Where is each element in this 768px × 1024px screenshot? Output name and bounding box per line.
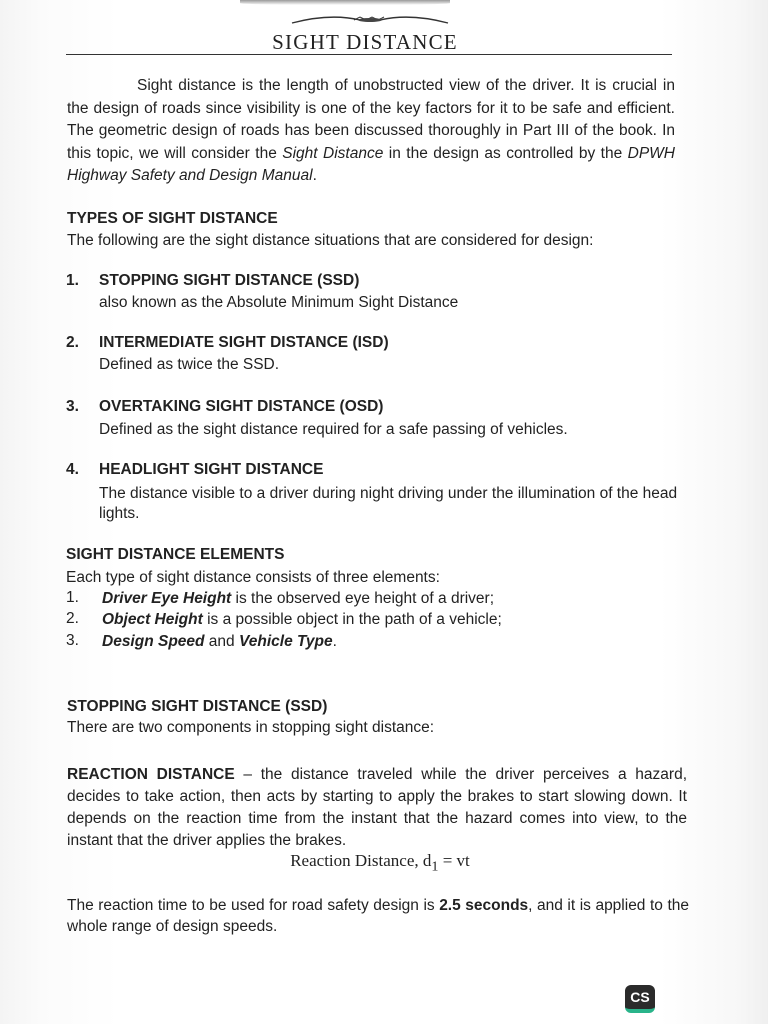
reaction-distance-formula: Reaction Distance, $d_1$ = vt [290, 851, 470, 875]
type-2-description: Defined as twice the SSD. [99, 356, 280, 373]
type-3-number: 3. [66, 398, 79, 415]
page-title: SIGHT DISTANCE [272, 30, 458, 54]
type-1-number: 1. [66, 272, 79, 289]
type-2-title: INTERMEDIATE SIGHT DISTANCE (ISD) [99, 334, 389, 351]
intro-paragraph: Sight distance is the length of unobstructed view of the driver. It is crucial in the design of roads since visibility is one of the key factors for it to be safe and efficient. The geometric design of roads has been discussed thoroughly in Part III of the book. In this topic, we will consider the Sight Distance in the design as controlled by the DPWH Highway Safety and Design Manual. [67, 77, 675, 184]
element-2-number: 2. [66, 610, 79, 627]
type-4-description: The distance visible to a driver during night driving under the illumination of the head lights. [99, 485, 678, 522]
type-4-number: 4. [66, 461, 79, 478]
element-3-number: 3. [66, 632, 79, 649]
type-1-description: also known as the Absolute Minimum Sight Distance [99, 294, 459, 311]
ssd-heading: STOPPING SIGHT DISTANCE (SSD) [67, 698, 328, 715]
binding-shadow [240, 0, 450, 5]
reaction-time-paragraph: The reaction time to be used for road safety design is 2.5 seconds, and it is applied to the whole range of design speeds. [67, 897, 689, 935]
types-lead: The following are the sight distance situations that are considered for design: [67, 232, 594, 249]
elements-lead: Each type of sight distance consists of three elements: [66, 569, 440, 586]
element-3-text: Design Speed and Vehicle Type. [102, 633, 337, 650]
element-2-text: Object Height is a possible object in the path of a vehicle; [102, 611, 502, 628]
element-1-number: 1. [66, 589, 79, 606]
camscanner-logo: CS [625, 985, 655, 1013]
title-rule [66, 54, 672, 55]
type-1-title: STOPPING SIGHT DISTANCE (SSD) [99, 272, 360, 289]
ssd-lead: There are two components in stopping sight distance: [67, 719, 435, 736]
type-2-number: 2. [66, 334, 79, 351]
header-ornament [290, 11, 450, 27]
type-4-title: HEADLIGHT SIGHT DISTANCE [99, 461, 324, 478]
elements-heading: SIGHT DISTANCE ELEMENTS [66, 546, 285, 563]
types-heading: TYPES OF SIGHT DISTANCE [67, 210, 278, 227]
reaction-distance-paragraph: REACTION DISTANCE – the distance traveled while the driver perceives a hazard, decides to take action, then acts by starting to apply the brakes to start slowing down. It depends on the reaction time from the instant that the hazard comes into view, to the instant that the driver applies the brakes. [67, 766, 687, 849]
element-1-text: Driver Eye Height is the observed eye height of a driver; [102, 590, 495, 607]
type-3-description: Defined as the sight distance required for a safe passing of vehicles. [99, 421, 568, 438]
type-3-title: OVERTAKING SIGHT DISTANCE (OSD) [99, 398, 384, 415]
